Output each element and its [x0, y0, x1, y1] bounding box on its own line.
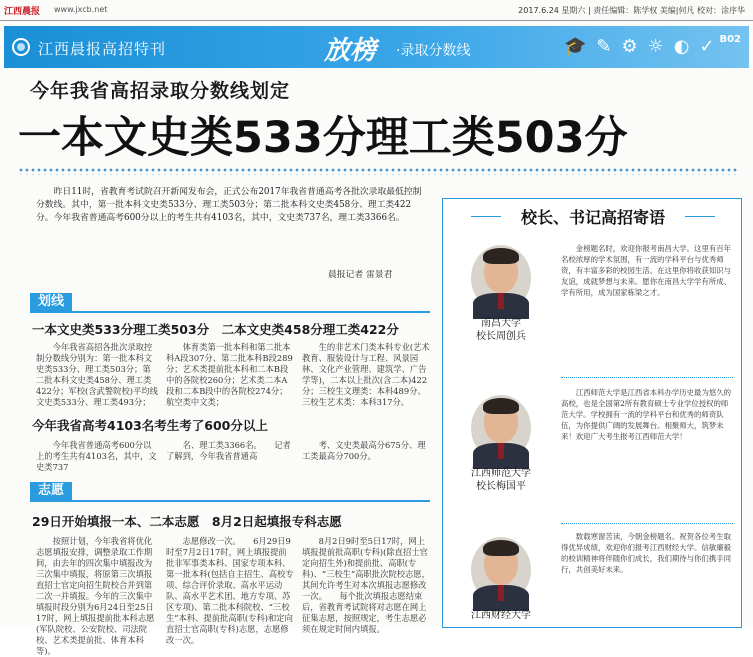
sidebar-messages	[442, 198, 742, 628]
article-headline: 一本文史类533分理工类503分	[18, 113, 628, 163]
dotted-divider	[18, 167, 738, 175]
portrait-photo	[471, 537, 531, 603]
article-byline: 晨报记者 雷景君	[328, 270, 393, 280]
paper-name: 江西晨报	[4, 7, 41, 17]
section-column: 今年我省高招各批次录取控制分数线分别为：第一批本科文史类533分、理工类503分；第二批本科文史类458分、理工类422分；军校(含武警院校)平均线文史类533分、理工类493分；	[36, 342, 158, 407]
section-rule	[30, 500, 430, 502]
paper-url: www.jxcb.net	[54, 5, 108, 14]
header-rule	[0, 20, 753, 21]
section-tag-huaxian: 划线	[30, 293, 72, 311]
portrait-photo	[471, 395, 531, 461]
issue-info: 2017.6.24 星期六 | 责任编辑：陈学权 美编|何凡 校对：涂序华	[518, 6, 745, 15]
section-column: 8月2日9时至5日17时，网上填报提前批高职(专科)(除直招士官定向招生外)和提前批、高职(专科)、“三校生”高职批次院校志愿，其间允许考生对本次填报志愿修改一次。 每个批次填报志愿结束后，省教育考试院将对志愿在网上征集志愿，按照规定，考生志愿必须在规定时间内填报。	[302, 536, 430, 634]
person-role: 校长梅国平	[476, 481, 526, 492]
person-role: 校长周创兵	[476, 331, 526, 342]
sidebar-divider	[561, 377, 733, 378]
section-banner	[4, 26, 749, 68]
section-tag-zhiyuan: 志愿	[30, 482, 72, 500]
section-heading: 一本文史类533分理工类503分 二本文史类458分理工类422分	[32, 322, 399, 337]
section-column: 志愿修改一次。 6月29日9时至7月2日17时，网上填报提前批非军事类本科、国家专项本科、第一批本科(包括自主招生、高校专项、综合评价录取、高水平运动队、高水平艺术团、地方专项、苏区专项)、第二批本科院校、“三校生”本科、提前批高职(专科)和定向直招士官高职(专科)志愿，志愿修改一次。	[166, 536, 294, 645]
person-message: 金榜题名时，欢迎你报考南昌大学。这里有百年名校浓厚的学术氛围，有一流的学科平台与优秀师资，有丰富多彩的校园生活。在这里你将收获知识与友谊，成就梦想与未来。愿你在南昌大学学有所成、学有所用，成为国家栋梁之才。	[561, 244, 732, 297]
section-column: 按照计划，今年我省将优化志愿填报安排，调整录取工作期间，由去年的四次集中填报改为三次集中填报，将原第三次填报直招士官定向招生院校合并到第二次一并填报。今年的三次集中填报时段分别为6月24日至25日17时，网上填报提前批本科志愿(军队院校、公安院校、司法院校、艺术类提前批、体育本科等)。	[36, 536, 155, 656]
section-column: 考、文史类最高分675分、理工类最高分700分。	[302, 440, 426, 461]
page-header	[0, 0, 753, 28]
article-lead	[36, 186, 428, 225]
person-org: 江西财经大学	[471, 610, 531, 621]
section-column: 名、理工类3366名。 记者了解到，今年我省普通高	[166, 440, 291, 461]
section-heading: 29日开始填报一本、二本志愿 8月2日起填报专科志愿	[32, 514, 342, 529]
sidebar-title: 校长、书记高招寄语	[443, 205, 743, 228]
sidebar-divider	[561, 523, 733, 524]
page-code: B02	[719, 34, 741, 45]
section-column: 生的非艺术门类本科专业(艺术教育、服装设计与工程、风景园林、文化产业管理、建筑学、广告学等)，二本以上批次(含二本)422分；三校生文理类：本科489分、三校生艺术类：本科317分。	[302, 342, 430, 407]
section-column: 今年我省普通高考600分以上的考生共有4103名，其中，文史类737	[36, 440, 157, 472]
section-heading: 今年我省高考4103名考生考了600分以上	[32, 418, 268, 433]
person-org: 江西师范大学	[471, 468, 531, 479]
person-org: 南昌大学	[481, 318, 521, 329]
article-subhead: 今年我省高招录取分数线划定	[30, 80, 291, 102]
banner-decoration-icons: 🎓✎⚙☼◐✓	[564, 36, 725, 57]
person-message: 数载寒窗苦读，今朝金榜题名。祝贺各位考生取得优异成绩，欢迎你们报考江西财经大学。信敏廉毅的校训精神将伴随你们成长，我们期待与你们携手同行，共创美好未来。	[561, 532, 732, 574]
lead-paragraph: 昨日11时，省教育考试院召开新闻发布会，正式公布2017年我省普通高考各批次录取最低控制分数线。其中，第一批本科文史类533分、理工类503分；第二批本科文史类458分、理工类422分。今年我省普通高考600分以上的考生共有4103名，其中，文史类737名，理工类3366名。	[36, 187, 422, 223]
paper-logo-icon	[12, 38, 30, 56]
banner-subtitle: ·录取分数线	[396, 43, 471, 59]
person-caption	[455, 467, 547, 493]
section-rule	[30, 311, 430, 313]
portrait-photo	[471, 245, 531, 311]
section-column: 体育类第一批本科和第二批本科A段307分、第二批本科B段289分；艺术类提前批本科和二本B段中的各院校260分；艺术类二本A段和二本B段中的各院校274分；航空类中文类；	[166, 342, 293, 407]
person-caption	[455, 609, 547, 622]
person-caption	[455, 317, 547, 343]
banner-title: 江西晨报高招特刊	[38, 40, 167, 58]
banner-keyword: 放榜	[324, 36, 377, 66]
person-message: 江西师范大学是江西省本科办学历史最为悠久的高校，也是全国第2所有教育硕士专业学位授权的师范大学。学校拥有一流的学科平台和优秀的师资队伍，为你提供广阔的发展舞台。相聚师大，筑梦未来！欢迎广大考生报考江西师范大学！	[561, 388, 732, 441]
